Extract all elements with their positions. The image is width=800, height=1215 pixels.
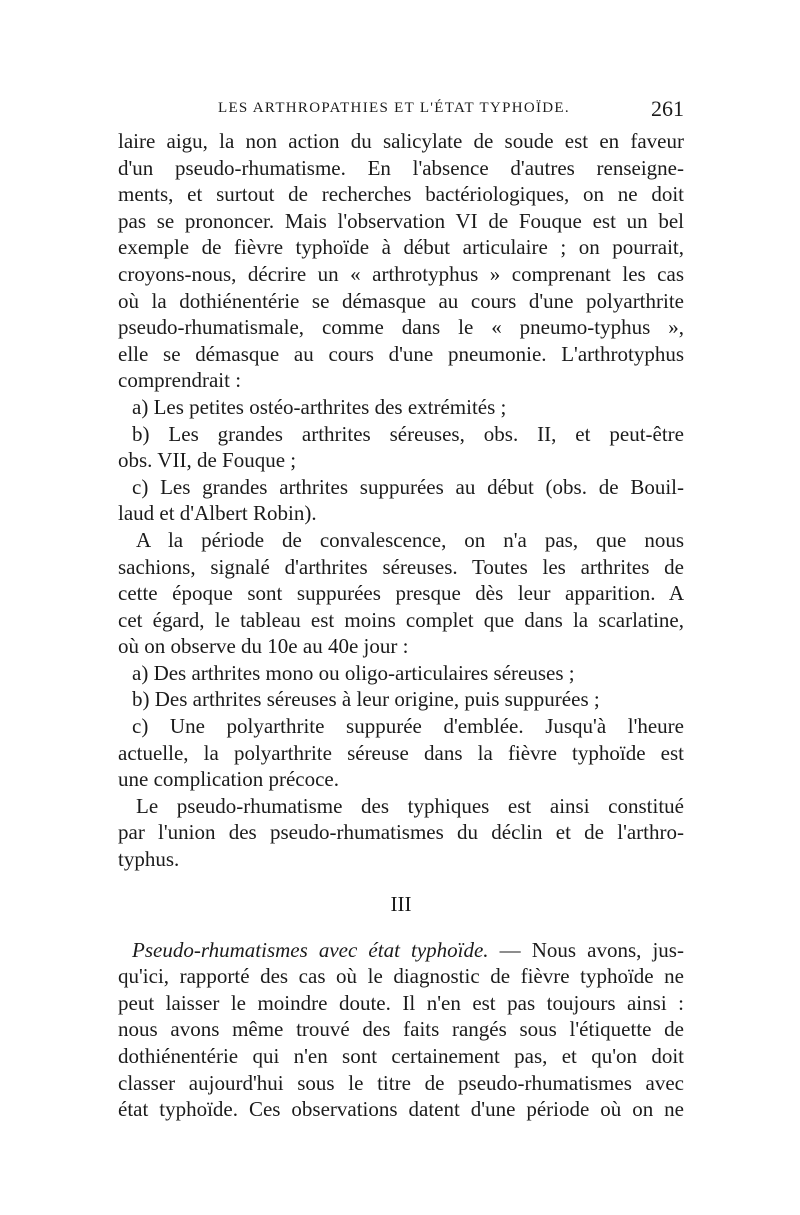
running-head: LES ARTHROPATHIES ET L'ÉTAT TYPHOÏDE.	[218, 100, 570, 116]
text-line: comprendrait :	[118, 368, 242, 393]
text-line: actuelle, la polyarthrite séreuse dans la fièvre typhoïde est	[118, 740, 684, 765]
spacer	[118, 917, 684, 937]
spacer	[118, 873, 684, 891]
text-line: cet égard, le tableau est moins complet que dans la scarlatine,	[118, 607, 684, 632]
paragraph-start: A la période de convalescence, on n'a pas, que nous	[136, 527, 684, 552]
text-line: sachions, signalé d'arthrites séreuses. Toutes les arthrites de	[118, 554, 684, 579]
text-line: nous avons même trouvé des faits rangés sous l'étiquette de	[118, 1017, 684, 1042]
body-text	[118, 128, 684, 1123]
text-line: d'un pseudo-rhumatisme. En l'absence d'autres renseigne-	[118, 155, 684, 180]
page-number: 261	[651, 96, 684, 121]
text-line: une complication précoce.	[118, 767, 339, 792]
section-lead-italic: Pseudo-rhumatismes avec état typhoïde.	[132, 937, 489, 962]
paragraph-start: Le pseudo-rhumatisme des typhiques est ainsi constitué	[136, 793, 684, 818]
section-lead-line	[118, 937, 684, 964]
text-line: peut laisser le moindre doute. Il n'en est pas toujours ainsi :	[118, 990, 684, 1015]
text-line: laud et d'Albert Robin).	[118, 501, 317, 526]
list-item: c) Les grandes arthrites suppurées au début (obs. de Bouil-	[132, 474, 684, 499]
section-lead-rest: — Nous avons, jus-	[488, 937, 684, 962]
text-line: obs. VII, de Fouque ;	[118, 448, 297, 473]
text-line: elle se démasque au cours d'une pneumonie. L'arthrotyphus	[118, 341, 684, 366]
list-item: b) Des arthrites séreuses à leur origine, puis suppurées ;	[132, 687, 600, 712]
page-header	[118, 96, 684, 126]
text-line: typhus.	[118, 847, 180, 872]
text-line: pseudo-rhumatismale, comme dans le « pneumo-typhus »,	[118, 315, 684, 340]
text-line: qu'ici, rapporté des cas où le diagnostic de fièvre typhoïde ne	[118, 964, 684, 989]
text-line: dothiénentérie qui n'en sont certainement pas, et qu'on doit	[118, 1044, 684, 1068]
text-line: où la dothiénentérie se démasque au cours d'une polyarthrite	[118, 288, 684, 313]
text-line: par l'union des pseudo-rhumatismes du déclin et de l'arthro-	[118, 820, 684, 845]
text-line: croyons-nous, décrire un « arthrotyphus » comprenant les cas	[118, 261, 684, 286]
list-item: b) Les grandes arthrites séreuses, obs. II, et peut-être	[132, 421, 684, 446]
list-item: c) Une polyarthrite suppurée d'emblée. Jusqu'à l'heure	[132, 714, 684, 739]
text-line: cette époque sont suppurées presque dès leur apparition. A	[118, 581, 684, 606]
text-line: pas se prononcer. Mais l'observation VI de Fouque est un bel	[118, 208, 684, 233]
list-item: a) Les petites ostéo-arthrites des extrémités ;	[132, 394, 507, 419]
text-line: exemple de fièvre typhoïde à début articulaire ; on pourrait,	[118, 235, 684, 260]
section-title: III	[390, 891, 412, 916]
text-line: où on observe du 10e au 40e jour :	[118, 634, 409, 659]
text-line: état typhoïde. Ces observations datent d'une période où on ne	[118, 1097, 684, 1122]
text-line: laire aigu, la non action du salicylate de soude est en faveur	[118, 129, 684, 153]
list-item: a) Des arthrites mono ou oligo-articulaires séreuses ;	[132, 660, 575, 685]
text-line: classer aujourd'hui sous le titre de pseudo-rhumatismes avec	[118, 1070, 684, 1095]
text-line: ments, et surtout de recherches bactériologiques, on ne doit	[118, 182, 684, 207]
